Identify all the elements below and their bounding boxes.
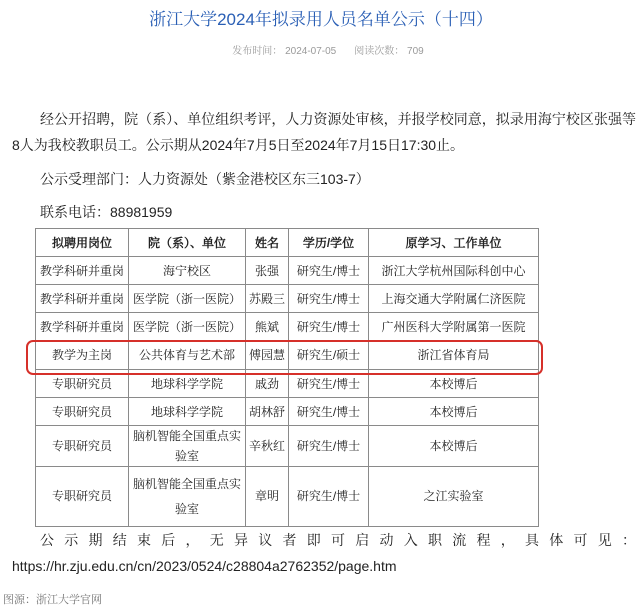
table-header-cell: 拟聘用岗位 (36, 229, 129, 257)
table-row (36, 467, 539, 527)
source-caption: 图源：浙江大学官网 (3, 594, 102, 606)
department-line: 公示受理部门：人力资源处（紫金港校区东三103-7） (40, 171, 370, 187)
cell-previous-unit: 本校博后 (369, 370, 539, 398)
detail-url: https://hr.zju.edu.cn/cn/2023/0524/c28804a2762352/page.htm (12, 558, 397, 574)
cell-degree: 研究生/博士 (289, 370, 369, 398)
cell-name: 傅园慧 (246, 341, 289, 370)
cell-degree: 研究生/博士 (289, 398, 369, 426)
cell-degree: 研究生/博士 (289, 313, 369, 341)
cell-position: 专职研究员 (36, 370, 129, 398)
cell-degree: 研究生/博士 (289, 257, 369, 285)
cell-previous-unit: 本校博后 (369, 398, 539, 426)
table-row (36, 426, 539, 467)
cell-previous-unit: 上海交通大学附属仁济医院 (369, 285, 539, 313)
cell-department: 公共体育与艺术部 (129, 341, 246, 370)
cell-degree: 研究生/博士 (289, 467, 369, 527)
table-header-cell: 学历/学位 (289, 229, 369, 257)
cell-name: 章明 (246, 467, 289, 527)
table-row (36, 398, 539, 426)
table-row (36, 257, 539, 285)
cell-position: 专职研究员 (36, 426, 129, 467)
intro-paragraph: 经公开招聘，院（系）、单位组织考评，人力资源处审核，并报学校同意，拟录用海宁校区张强等8人为我校教职员工。公示期从2024年7月5日至2024年7月15日17:30止。 (12, 111, 636, 153)
recruit-table (35, 228, 539, 527)
cell-name: 戚劲 (246, 370, 289, 398)
article-meta (0, 44, 642, 60)
cell-previous-unit: 之江实验室 (369, 467, 539, 527)
table-header-row (36, 229, 539, 257)
views-count: 709 (407, 46, 424, 57)
table-header-cell: 原学习、工作单位 (369, 229, 539, 257)
cell-name: 张强 (246, 257, 289, 285)
closing-paragraph (12, 527, 636, 579)
cell-previous-unit: 广州医科大学附属第一医院 (369, 313, 539, 341)
cell-degree: 研究生/博士 (289, 426, 369, 467)
cell-position: 教学科研并重岗 (36, 257, 129, 285)
cell-name: 熊斌 (246, 313, 289, 341)
cell-degree: 研究生/硕士 (289, 341, 369, 370)
closing-text: 公示期结束后，无异议者即可启动入职流程，具体可见： (40, 532, 636, 548)
table-row (36, 370, 539, 398)
cell-department: 海宁校区 (129, 257, 246, 285)
cell-name: 辛秋红 (246, 426, 289, 467)
cell-previous-unit: 浙江省体育局 (369, 341, 539, 370)
cell-position: 教学为主岗 (36, 341, 129, 370)
cell-name: 苏殿三 (246, 285, 289, 313)
cell-department: 地球科学学院 (129, 370, 246, 398)
cell-degree: 研究生/博士 (289, 285, 369, 313)
cell-department: 脑机智能全国重点实验室 (129, 426, 246, 467)
cell-position: 专职研究员 (36, 398, 129, 426)
cell-previous-unit: 本校博后 (369, 426, 539, 467)
table-row (36, 313, 539, 341)
cell-position: 专职研究员 (36, 467, 129, 527)
cell-department: 脑机智能全国重点实验室 (129, 467, 246, 527)
table-header-cell: 姓名 (246, 229, 289, 257)
cell-position: 教学科研并重岗 (36, 313, 129, 341)
phone-line: 联系电话：88981959 (40, 204, 173, 220)
cell-department: 医学院（浙一医院） (129, 313, 246, 341)
cell-position: 教学科研并重岗 (36, 285, 129, 313)
views-label: 阅读次数： (354, 46, 405, 57)
table-body (36, 257, 539, 527)
table-row (36, 341, 539, 370)
table-header-cell: 院（系）、单位 (129, 229, 246, 257)
publish-date: 2024-07-05 (285, 46, 337, 57)
cell-department: 医学院（浙一医院） (129, 285, 246, 313)
article-title: 浙江大学2024年拟录用人员名单公示（十四） (149, 10, 493, 29)
table-row (36, 285, 539, 313)
publish-label: 发布时间： (232, 46, 283, 57)
cell-previous-unit: 浙江大学杭州国际科创中心 (369, 257, 539, 285)
table-head (36, 229, 539, 257)
cell-department: 地球科学学院 (129, 398, 246, 426)
cell-name: 胡林舒 (246, 398, 289, 426)
